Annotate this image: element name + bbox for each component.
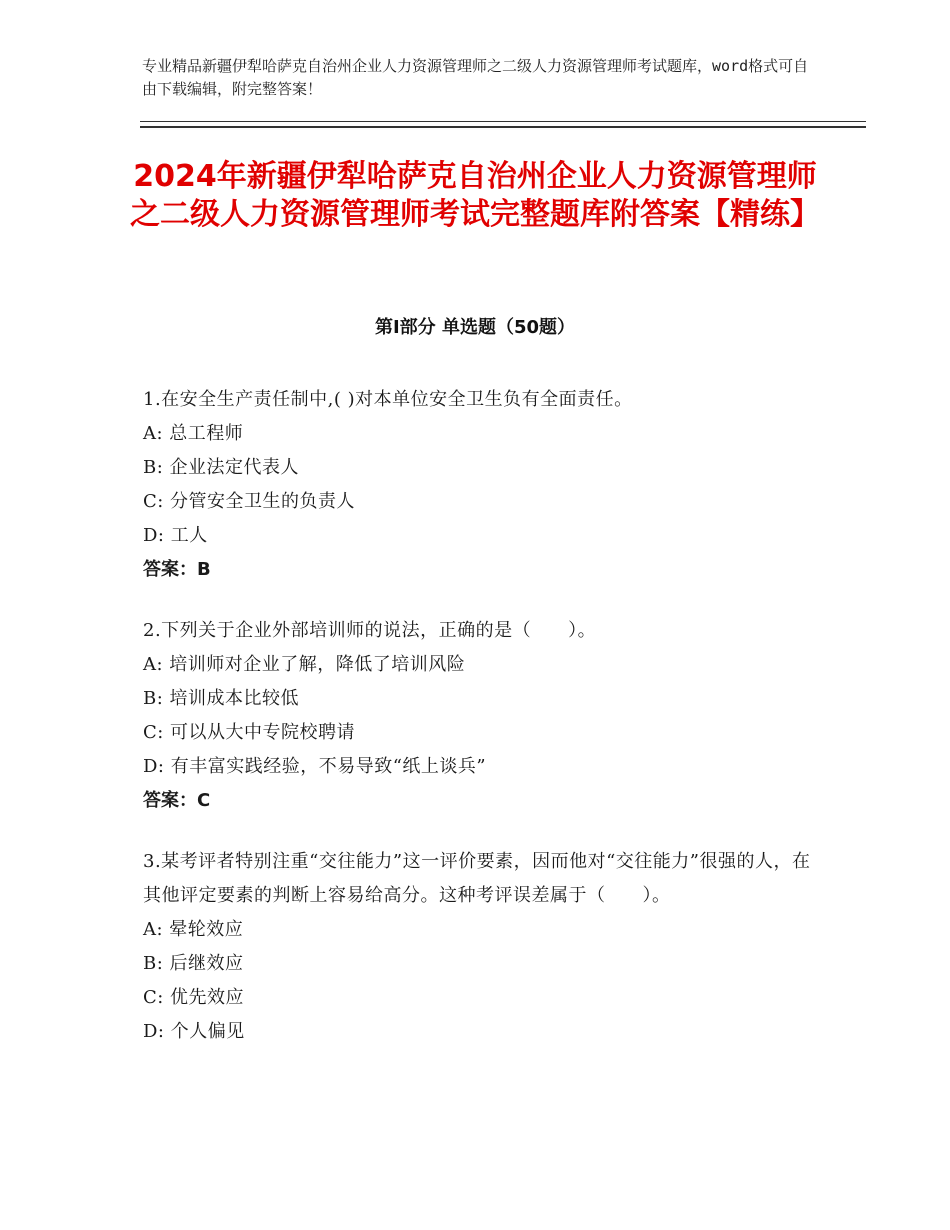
question-text: 1.在安全生产责任制中,( )对本单位安全卫生负有全面责任。 (143, 389, 633, 410)
option-b: B: 培训成本比较低 (143, 688, 300, 709)
option-b: B: 后继效应 (143, 953, 244, 974)
option-d: D: 有丰富实践经验，不易导致“纸上谈兵” (143, 756, 487, 777)
option-c: C: 可以从大中专院校聘请 (143, 722, 356, 743)
question-2 (143, 614, 813, 818)
option-d: D: 个人偏见 (143, 1021, 245, 1042)
option-b: B: 企业法定代表人 (143, 457, 300, 478)
document-title: 2024年新疆伊犁哈萨克自治州企业人力资源管理师之二级人力资源管理师考试完整题库附答案【精练】 (130, 159, 820, 232)
option-a: A: 晕轮效应 (143, 919, 244, 940)
question-1 (143, 383, 813, 587)
option-c: C: 分管安全卫生的负责人 (143, 491, 356, 512)
question-list (143, 383, 813, 1076)
option-d: D: 工人 (143, 525, 208, 546)
question-3 (143, 845, 813, 1049)
header-note: 专业精品新疆伊犁哈萨克自治州企业人力资源管理师之二级人力资源管理师考试题库，word格式可自由下载编辑，附完整答案！ (142, 57, 809, 98)
answer: 答案：C (143, 790, 211, 811)
option-c: C: 优先效应 (143, 987, 245, 1008)
section-title: 第Ⅰ部分 单选题（50题） (374, 317, 575, 338)
option-a: A: 总工程师 (143, 423, 244, 444)
answer: 答案：B (143, 559, 211, 580)
question-text: 3.某考评者特别注重“交往能力”这一评价要素，因而他对“交往能力”很强的人，在其他评定要素的判断上容易给高分。这种考评误差属于（ ）。 (143, 851, 811, 906)
option-a: A: 培训师对企业了解，降低了培训风险 (143, 654, 466, 675)
header-divider (140, 121, 866, 128)
question-text: 2.下列关于企业外部培训师的说法，正确的是（ ）。 (143, 620, 597, 641)
